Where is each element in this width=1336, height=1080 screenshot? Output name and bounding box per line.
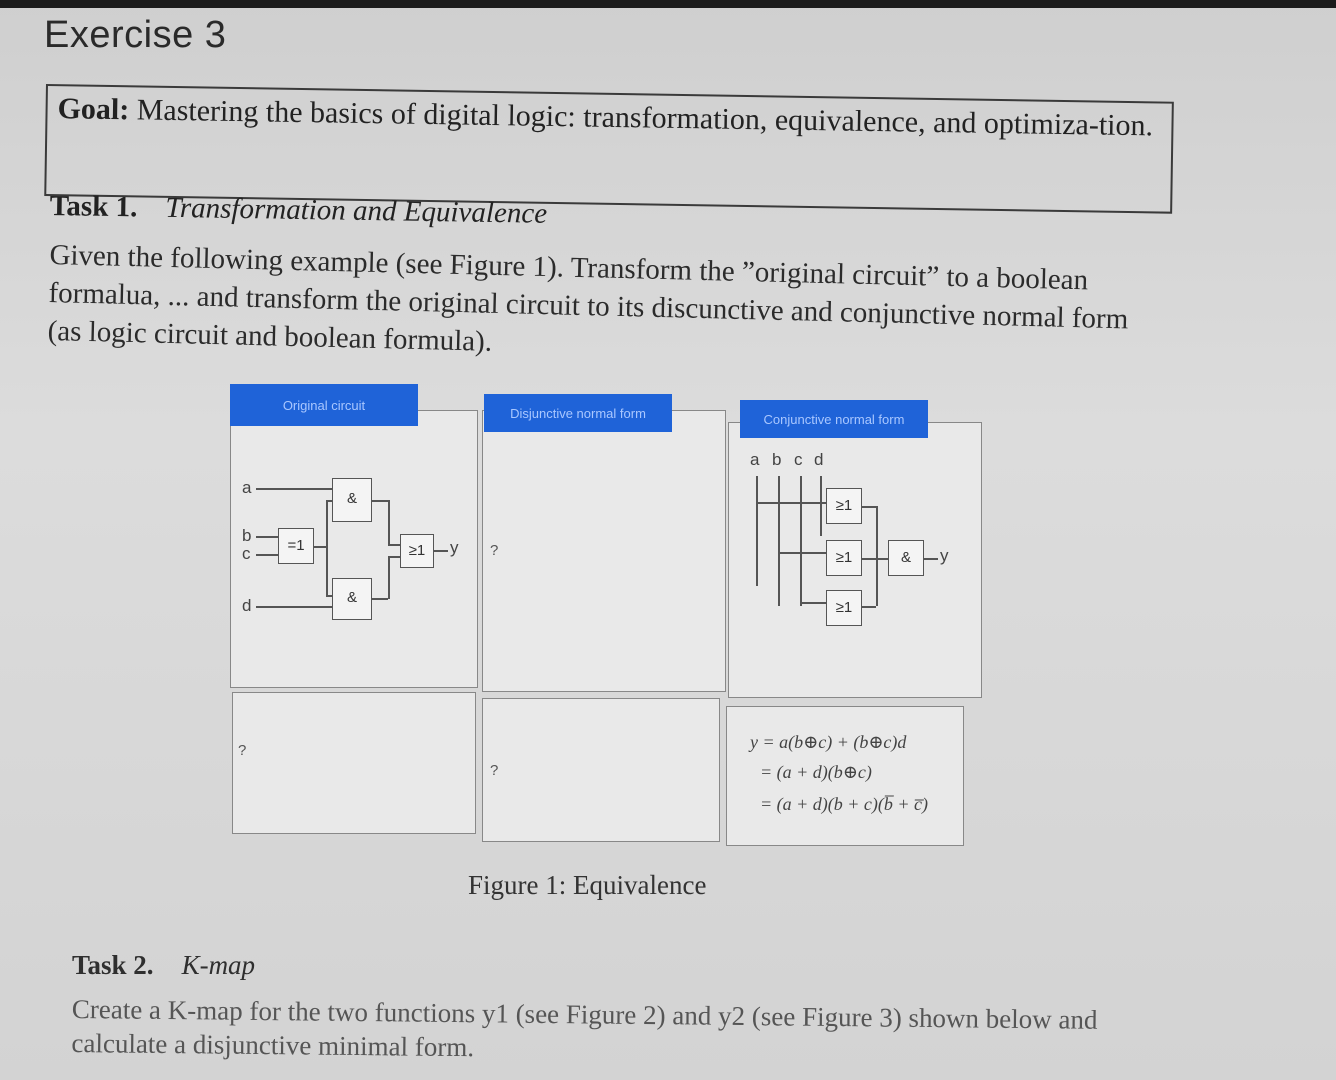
wire <box>862 506 876 508</box>
cnf-input-d: d <box>814 450 824 469</box>
formula-line-1: y = a(b⊕c) + (b⊕c)d <box>750 732 907 752</box>
task2-body: Create a K-map for the two functions y1 (see Figure 2) and y2 (see Figure 3) shown below and calculate a disjunctive minimal form. <box>71 993 1098 1063</box>
disjunctive-panel <box>482 410 726 692</box>
disjunctive-formula-panel <box>482 698 720 842</box>
wire <box>256 606 332 608</box>
cnf-input-c: c <box>794 450 803 469</box>
original-circuit-panel <box>230 410 478 688</box>
xor-gate: =1 <box>278 528 314 564</box>
wire <box>388 556 400 558</box>
wire <box>388 556 390 599</box>
cnf-or-gate-1: ≥1 <box>826 488 862 524</box>
input-c: c <box>242 544 251 563</box>
top-bar <box>0 0 1336 8</box>
input-a: a <box>242 478 252 497</box>
wire <box>434 550 448 552</box>
disjunctive-formula-unknown: ? <box>490 762 499 779</box>
wire <box>862 558 888 560</box>
cnf-output-y: y <box>940 546 949 565</box>
figure-equivalence <box>228 380 988 850</box>
wire <box>756 502 826 504</box>
disjunctive-header: Disjunctive normal form <box>484 394 672 432</box>
wire <box>924 558 938 560</box>
formula-line-2: = (a + d)(b⊕c) <box>760 762 872 782</box>
task1-body: Given the following example (see Figure 1). Transform the ”original circuit” to a boolean formalua, ... and transform the original circuit to its discunctive and conjunctive normal form (as logic circuit and boolean formula). <box>47 238 1129 358</box>
wire <box>778 476 780 606</box>
cnf-or-gate-3: ≥1 <box>826 590 862 626</box>
wire <box>314 546 326 548</box>
original-formula-panel <box>232 692 476 834</box>
wire <box>256 536 278 538</box>
original-circuit-header: Original circuit <box>230 384 418 426</box>
task1-heading <box>49 190 547 231</box>
or-gate: ≥1 <box>400 534 434 568</box>
cnf-input-b: b <box>772 450 782 469</box>
wire <box>876 506 878 606</box>
formula-line-3: = (a + d)(b + c)(b̅ + c̅) <box>760 794 929 814</box>
task2-heading <box>72 950 255 981</box>
wire <box>256 488 332 490</box>
wire <box>862 606 876 608</box>
input-d: d <box>242 596 252 615</box>
task1-title: Transformation and Equivalence <box>165 191 548 230</box>
wire <box>372 500 388 502</box>
conjunctive-header: Conjunctive normal form <box>740 400 928 438</box>
wire <box>256 554 278 556</box>
wire <box>388 500 390 544</box>
wire <box>326 500 328 596</box>
question-mark: ? <box>490 542 499 559</box>
task2-number: Task 2. <box>72 950 154 980</box>
wire <box>756 476 758 586</box>
cnf-or-gate-2: ≥1 <box>826 540 862 576</box>
wire <box>372 598 388 600</box>
original-formula-unknown: ? <box>238 742 247 759</box>
exercise-title: Exercise 3 <box>44 14 227 56</box>
wire <box>800 602 826 604</box>
wire <box>820 476 822 536</box>
cnf-input-a: a <box>750 450 760 469</box>
goal-label: Goal: <box>57 92 130 127</box>
task2-title: K-map <box>181 950 256 980</box>
input-b: b <box>242 526 252 545</box>
figure-caption: Figure 1: Equivalence <box>468 870 707 900</box>
and-gate-upper: & <box>332 478 372 522</box>
wire <box>388 544 400 546</box>
output-y: y <box>450 538 459 557</box>
wire <box>778 552 826 554</box>
wire <box>800 476 802 606</box>
goal-text: Mastering the basics of digital logic: transformation, equivalence, and optimiza-tion. <box>129 93 1154 143</box>
task1-number: Task 1. <box>49 190 138 224</box>
and-gate-lower: & <box>332 578 372 620</box>
cnf-and-gate: & <box>888 540 924 576</box>
